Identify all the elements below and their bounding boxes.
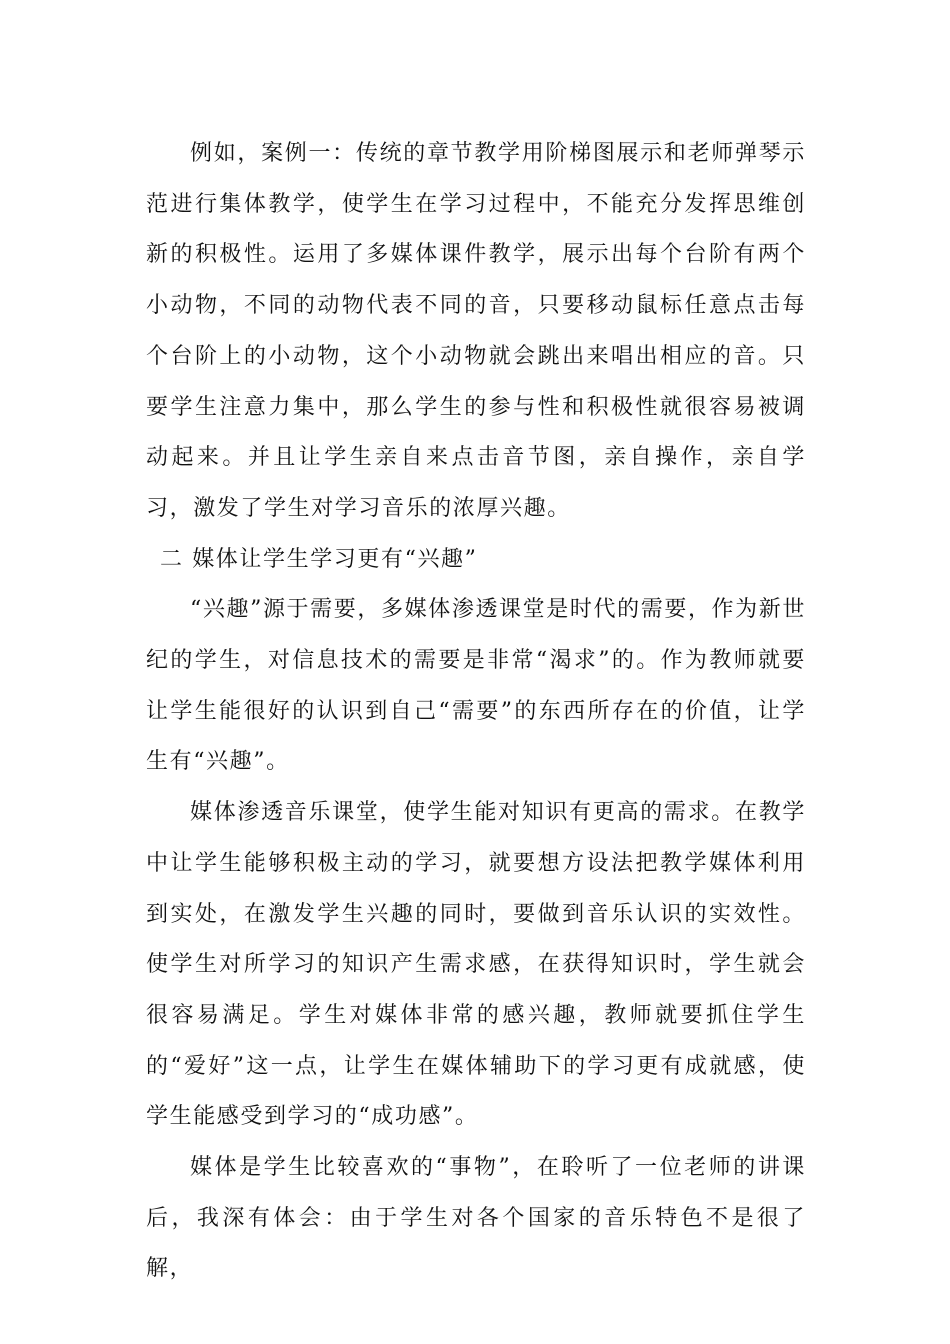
- paragraph-interest-need: “兴趣”源于需要，多媒体渗透课堂是时代的需要，作为新世纪的学生，对信息技术的需要是非常“渴求”的。作为教师就要让学生能很好的认识到自己“需要”的东西所存在的价值，让学生有“兴趣”。: [146, 597, 806, 775]
- paragraph-case-example: 例如，案例一：传统的章节教学用阶梯图展示和老师弹琴示范进行集体教学，使学生在学习过程中，不能充分发挥思维创新的积极性。运用了多媒体课件教学，展示出每个台阶有两个小动物，不同的动物代表不同的音，只要移动鼠标任意点击每个台阶上的小动物，这个小动物就会跳出来唱出相应的音。只要学生注意力集中，那么学生的参与性和积极性就很容易被调动起来。并且让学生亲自来点击音节图，亲自操作，亲自学习，激发了学生对学习音乐的浓厚兴趣。: [146, 141, 806, 521]
- paragraph-media-favorite: 媒体是学生比较喜欢的“事物”，在聆听了一位老师的讲课后，我深有体会：由于学生对各个国家的音乐特色不是很了解，: [146, 1155, 806, 1282]
- document-body: [146, 129, 806, 1295]
- section-heading: 二 媒体让学生学习更有“兴趣”: [160, 546, 478, 572]
- paragraph-media-classroom: 媒体渗透音乐课堂，使学生能对知识有更高的需求。在教学中让学生能够积极主动的学习，就要想方设法把教学媒体利用到实处，在激发学生兴趣的同时，要做到音乐认识的实效性。使学生对所学习的知识产生需求感，在获得知识时，学生就会很容易满足。学生对媒体非常的感兴趣，教师就要抓住学生的“爱好”这一点，让学生在媒体辅助下的学习更有成就感，使学生能感受到学习的“成功感”。: [146, 800, 806, 1130]
